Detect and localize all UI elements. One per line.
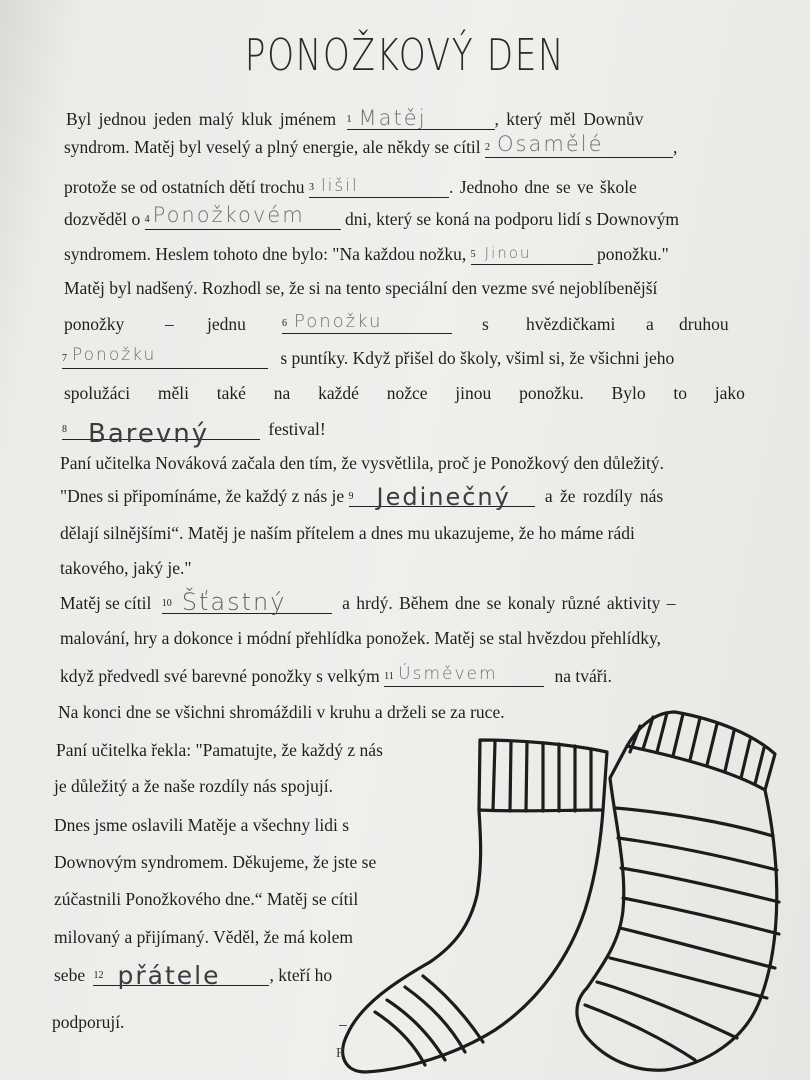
page-mark: F	[336, 1046, 344, 1061]
blank-number: 7	[62, 353, 67, 364]
text-word: to	[673, 383, 687, 403]
handwritten-answer: Osamělé	[497, 132, 604, 156]
text-segment: Na konci dne se všichni shromáždili v kruhu a drželi se za ruce.	[58, 702, 505, 722]
text-segment: malování, hry a dokonce i módní přehlídka ponožek. Matěj se stal hvězdou přehlídky,	[60, 628, 661, 648]
blank-9[interactable]	[348, 483, 535, 511]
blank-number: 1	[346, 114, 352, 125]
text-word: každé	[318, 383, 359, 403]
blank-2[interactable]	[485, 132, 673, 158]
text-segment: Matěj se cítil	[60, 593, 152, 613]
text-segment: takového, jaký je."	[60, 558, 192, 578]
text-line	[66, 108, 644, 130]
text-line	[60, 483, 664, 511]
text-segment: dni, který se koná na podporu lidí s Downovým	[345, 209, 679, 229]
text-line	[52, 1011, 124, 1033]
text-line	[60, 522, 635, 544]
text-segment: podporují.	[52, 1012, 125, 1032]
text-segment: sebe	[54, 965, 86, 985]
text-segment: Paní učitelka Nováková začala den tím, že vysvětlila, proč je Ponožkový den důležitý.	[60, 453, 665, 473]
text-segment: dělají silnějšími“. Matěj je naším přítelem a dnes mu ukazujeme, že ho máme rádi	[60, 523, 635, 543]
text-word: na	[273, 383, 291, 403]
text-word: nožce	[386, 383, 428, 403]
text-word: s	[482, 314, 489, 334]
text-word: také	[216, 383, 246, 403]
text-segment: syndromem. Heslem tohoto dne bylo: "Na každou nožku,	[64, 244, 467, 264]
blank-number: 4	[144, 214, 150, 225]
blank-10[interactable]	[161, 588, 332, 616]
text-word: druhou	[679, 314, 729, 334]
text-word: jinou	[455, 383, 492, 403]
handwritten-answer: Jedinečný	[376, 483, 511, 511]
text-line	[54, 961, 333, 990]
text-line	[60, 452, 664, 474]
blank-11[interactable]	[384, 666, 544, 687]
text-line	[64, 277, 657, 299]
text-segment: Paní učitelka řekla: "Pamatujte, že každý z nás	[56, 740, 383, 760]
text-line	[62, 347, 674, 369]
handwritten-answer: Šťastný	[181, 588, 287, 616]
text-segment: je důležitý a že naše rozdíly nás spojují.	[54, 776, 333, 796]
text-line	[60, 665, 612, 687]
blank-number: 3	[308, 182, 314, 193]
text-line	[64, 132, 678, 158]
text-segment: Downovým syndromem. Děkujeme, že jste se	[54, 852, 377, 872]
handwritten-answer: Ponožku	[72, 345, 157, 365]
text-line	[54, 814, 349, 836]
blank-number: 11	[384, 671, 394, 682]
text-segment: "Dnes si připomínáme, že každý z nás je	[60, 486, 345, 506]
text-line	[64, 203, 679, 230]
blank-8[interactable]	[62, 419, 260, 449]
blank-12[interactable]	[93, 961, 269, 990]
text-segment: protože se od ostatních dětí trochu	[64, 177, 305, 197]
text-word: ponožky	[64, 314, 125, 334]
text-segment: Dnes jsme oslavili Matěje a všechny lidi s	[54, 815, 350, 835]
handwritten-answer: Ponožku	[294, 311, 383, 332]
text-segment: zúčastnili Ponožkového dne.“ Matěj se cítil	[54, 889, 359, 909]
handwritten-answer: Barevný	[88, 419, 210, 449]
text-segment: když předvedl své barevné ponožky s velkým	[60, 666, 380, 686]
text-line	[54, 926, 353, 948]
page-title: PONOŽKOVÝ DEN	[244, 30, 566, 81]
text-word: –	[165, 314, 174, 334]
text-word: jednu	[207, 314, 246, 334]
text-line	[60, 557, 192, 579]
blank-5[interactable]	[471, 244, 593, 265]
handwritten-answer: Matěj	[358, 106, 427, 130]
text-segment: . Jednoho dne se ve škole	[448, 177, 637, 197]
text-segment: milovaný a přijímaný. Věděl, že má kolem	[54, 927, 354, 947]
blank-number: 9	[348, 491, 354, 502]
text-word: měli	[157, 383, 189, 403]
text-segment: ponožku."	[597, 244, 669, 264]
text-word: hvězdičkami	[526, 314, 616, 334]
text-segment: ,	[673, 137, 678, 157]
handwritten-answer: přátele	[117, 961, 221, 990]
text-segment: dozvěděl o	[64, 209, 141, 229]
blank-1[interactable]	[346, 106, 495, 130]
text-segment: a hrdý. Během dne se konaly různé aktivity –	[342, 593, 676, 613]
text-line	[62, 418, 326, 449]
blank-3[interactable]	[309, 177, 449, 198]
text-segment: syndrom. Matěj byl veselý a plný energie, ale někdy se cítil	[64, 137, 481, 157]
blank-7[interactable]	[62, 345, 268, 369]
text-word: a	[646, 314, 654, 334]
socks-illustration	[335, 700, 795, 1080]
text-word: jako	[714, 383, 745, 403]
text-word: spolužáci	[64, 383, 131, 403]
text-line	[64, 243, 669, 265]
text-line	[60, 588, 676, 616]
text-segment: s puntíky. Když přišel do školy, všiml si, že všichni jeho	[280, 348, 675, 368]
text-line	[54, 851, 376, 873]
text-line	[64, 176, 637, 198]
text-line	[54, 775, 333, 797]
handwritten-answer: Úsměvem	[398, 664, 498, 684]
handwritten-answer: lišil	[320, 176, 359, 196]
handwritten-answer: Jinou	[484, 244, 532, 262]
text-line	[54, 888, 358, 910]
page-mark: –	[339, 1016, 347, 1032]
text-segment: , který měl Downův	[494, 109, 644, 129]
text-line	[56, 739, 383, 761]
text-line	[64, 382, 745, 404]
text-segment: a že rozdíly nás	[544, 486, 664, 506]
text-segment: festival!	[268, 419, 326, 439]
left-sock	[343, 740, 607, 1072]
text-word: Bylo	[611, 383, 646, 403]
blank-6[interactable]	[282, 313, 452, 334]
blank-number: 2	[485, 142, 491, 153]
blank-number: 10	[161, 598, 172, 609]
blank-number: 5	[470, 249, 476, 260]
text-segment: , kteří ho	[269, 965, 333, 985]
blank-number: 12	[93, 970, 104, 981]
blank-number: 6	[282, 318, 287, 329]
blank-4[interactable]	[144, 203, 341, 230]
text-segment: na tváři.	[554, 666, 612, 686]
text-line	[60, 627, 661, 649]
blank-number: 8	[62, 424, 67, 435]
text-segment: Matěj byl nadšený. Rozhodl se, že si na tento speciální den vezme své nejoblíbenější	[64, 278, 658, 298]
text-word: ponožku.	[519, 383, 584, 403]
text-segment: Byl jednou jeden malý kluk jménem	[66, 109, 337, 129]
handwritten-answer: Ponožkovém	[152, 203, 305, 227]
